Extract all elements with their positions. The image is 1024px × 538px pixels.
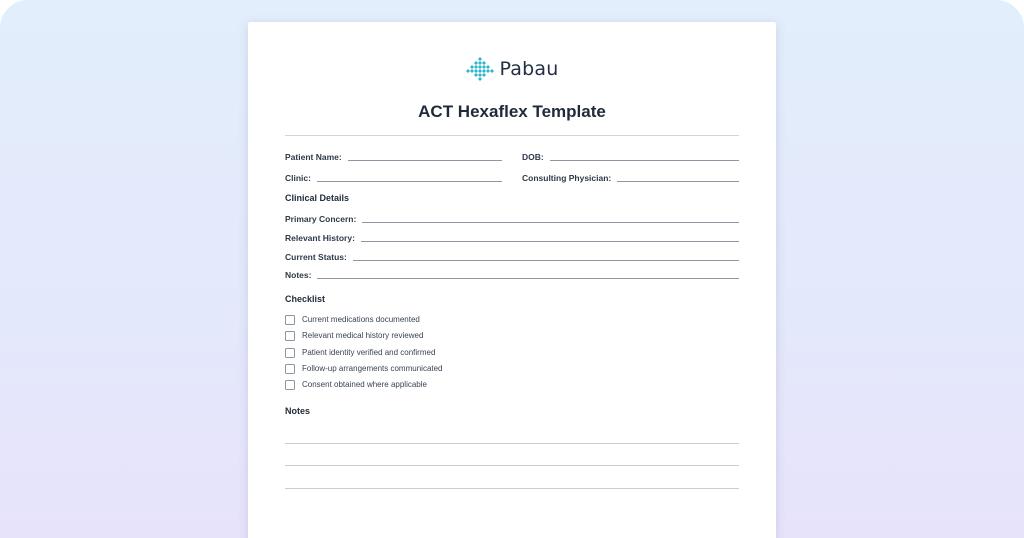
checkbox[interactable] — [285, 364, 295, 374]
checkbox[interactable] — [285, 315, 295, 325]
checklist-item-label: Current medications documented — [302, 315, 420, 324]
current-status-line[interactable] — [353, 260, 739, 261]
notes-heading: Notes — [285, 406, 311, 416]
checklist-item[interactable] — [285, 330, 423, 341]
checklist-item-label: Patient identity verified and confirmed — [302, 348, 436, 357]
notes-line[interactable] — [285, 465, 739, 466]
brand-name: Pabau — [499, 58, 559, 80]
clinical-notes-field[interactable] — [285, 268, 739, 280]
notes-line[interactable] — [285, 443, 739, 444]
clinical-notes-label: Notes: — [285, 270, 312, 280]
primary-concern-line[interactable] — [362, 222, 739, 223]
checklist-item-label: Consent obtained where applicable — [302, 380, 427, 389]
dob-line[interactable] — [550, 160, 739, 161]
clinic-field[interactable] — [285, 171, 502, 183]
relevant-history-label: Relevant History: — [285, 233, 355, 243]
relevant-history-line[interactable] — [361, 241, 739, 242]
patient-name-label: Patient Name: — [285, 152, 342, 162]
clinical-details-heading: Clinical Details — [285, 193, 350, 203]
clinic-line[interactable] — [317, 181, 502, 182]
diamond-grid-logo-icon — [466, 56, 494, 82]
patient-name-line[interactable] — [348, 160, 502, 161]
checklist-item[interactable] — [285, 363, 443, 374]
checkbox[interactable] — [285, 331, 295, 341]
page-title: ACT Hexaflex Template — [418, 102, 606, 121]
consulting-physician-label: Consulting Physician: — [522, 173, 612, 183]
notes-line[interactable] — [285, 488, 739, 489]
title-divider — [285, 135, 739, 136]
dob-label: DOB: — [522, 152, 544, 162]
relevant-history-field[interactable] — [285, 231, 739, 243]
template-document — [248, 22, 776, 538]
checklist-item[interactable] — [285, 347, 435, 358]
consulting-physician-field[interactable] — [522, 171, 739, 183]
checklist-item-label: Relevant medical history reviewed — [302, 331, 424, 340]
current-status-label: Current Status: — [285, 252, 347, 262]
brand-logo — [248, 54, 776, 84]
checklist-item[interactable] — [285, 379, 427, 390]
current-status-field[interactable] — [285, 250, 739, 262]
patient-name-field[interactable] — [285, 150, 502, 162]
consulting-physician-line[interactable] — [617, 181, 739, 182]
primary-concern-label: Primary Concern: — [285, 214, 357, 224]
checkbox[interactable] — [285, 348, 295, 358]
dob-field[interactable] — [522, 150, 739, 162]
checkbox[interactable] — [285, 380, 295, 390]
checklist-item[interactable] — [285, 314, 420, 325]
primary-concern-field[interactable] — [285, 212, 739, 224]
clinical-notes-line[interactable] — [317, 278, 739, 279]
checklist-item-label: Follow-up arrangements communicated — [302, 364, 443, 373]
checklist-heading: Checklist — [285, 294, 326, 304]
clinic-label: Clinic: — [285, 173, 311, 183]
